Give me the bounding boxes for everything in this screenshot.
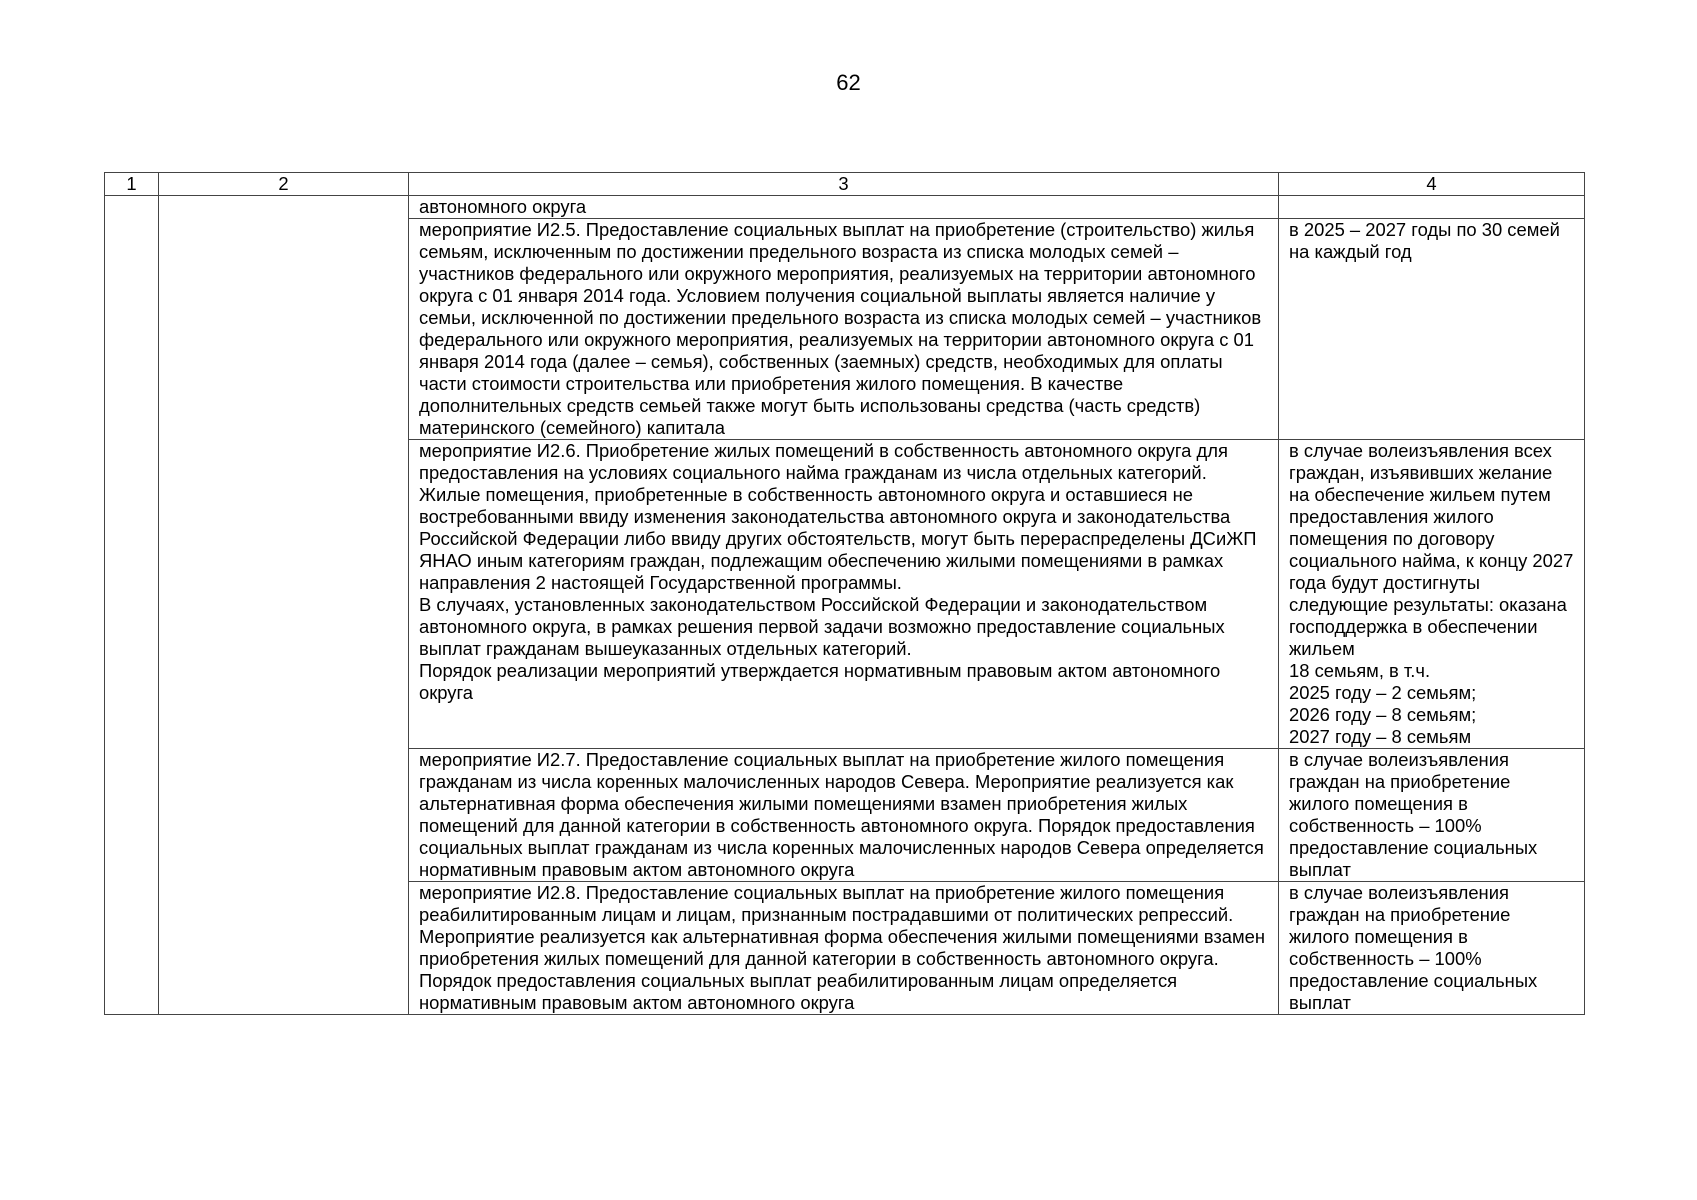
measure-result-cell — [1279, 749, 1585, 882]
measure-result-cell — [1279, 440, 1585, 749]
table-row — [105, 749, 1585, 882]
measure-text: мероприятие И2.8. Предоставление социальных выплат на приобретение жилого помещения реабилитированным лицам и лицам, признанным пострадавшими от политических репрессий. Мероприятие реализуется как альтернативная форма обеспечения жилыми помещениями взамен приобретения жилых помещений для данной категории в собственность автономного округа. Порядок предоставления социальных выплат реабилитированным лицам определяется нормативным правовым актом автономного округа — [419, 882, 1266, 1013]
table-row — [105, 219, 1585, 440]
measure-description-cell — [409, 196, 1279, 219]
table-cell-empty — [105, 882, 159, 1015]
measure-text: В случаях, установленных законодательством Российской Федерации и законодательством автономного округа, в рамках решения первой задачи возможно предоставление социальных выплат гражданам вышеуказанных отдельных категорий. — [419, 594, 1225, 659]
table-cell-empty — [159, 219, 409, 440]
measures-table — [104, 172, 1585, 1015]
result-text: в случае волеизъявления граждан на приобретение жилого помещения в собственность – 100% предоставление социальных выплат — [1289, 882, 1538, 1013]
table-header-row — [105, 173, 1585, 196]
measure-result-cell — [1279, 196, 1585, 219]
result-text: 18 семьям, в т.ч. — [1289, 660, 1431, 681]
table-row — [105, 882, 1585, 1015]
table-cell-empty — [159, 440, 409, 749]
measure-result-cell — [1279, 882, 1585, 1015]
table-cell-empty — [159, 749, 409, 882]
measure-text: мероприятие И2.5. Предоставление социальных выплат на приобретение (строительство) жилья семьям, исключенным по достижении предельного возраста из списка молодых семей – участников федерального или окружного мероприятия, реализуемых на территории автономного округа с 01 января 2014 года. Условием получения социальной выплаты является наличие у семьи, исключенной по достижении предельного возраста из списка молодых семей – участников федерального или окружного мероприятия, реализуемых на территории автономного округа с 01 января 2014 года (далее – семья), собственных (заемных) средств, необходимых для оплаты части стоимости строительства или приобретения жилого помещения. В качестве дополнительных средств семьей также могут быть использованы средства (часть средств) материнского (семейного) капитала — [419, 219, 1262, 438]
measure-description-cell — [409, 440, 1279, 749]
table-cell-empty — [105, 440, 159, 749]
measure-text: автономного округа — [419, 196, 587, 217]
measure-description-cell — [409, 219, 1279, 440]
result-text: 2026 году – 8 семьям; — [1289, 704, 1477, 725]
result-text: 2027 году – 8 семьям — [1289, 726, 1472, 747]
result-text: в 2025 – 2027 годы по 30 семей на каждый год — [1289, 219, 1560, 262]
table-row — [105, 440, 1585, 749]
table-cell-empty — [105, 219, 159, 440]
measure-description-cell — [409, 882, 1279, 1015]
measure-description-cell — [409, 749, 1279, 882]
column-header: 1 — [105, 173, 159, 196]
column-header: 2 — [159, 173, 409, 196]
table-cell-empty — [159, 882, 409, 1015]
result-text: 2025 году – 2 семьям; — [1289, 682, 1477, 703]
measure-text: Порядок реализации мероприятий утверждается нормативным правовым актом автономного округа — [419, 660, 1221, 703]
result-text: в случае волеизъявления граждан на приобретение жилого помещения в собственность – 100% предоставление социальных выплат — [1289, 749, 1538, 880]
column-header: 4 — [1279, 173, 1585, 196]
measure-text: мероприятие И2.7. Предоставление социальных выплат на приобретение жилого помещения гражданам из числа коренных малочисленных народов Севера. Мероприятие реализуется как альтернативная форма обеспечения жилыми помещениями взамен приобретения жилых помещений для данной категории в собственность автономного округа. Порядок предоставления социальных выплат гражданам из числа коренных малочисленных народов Севера определяется нормативным правовым актом автономного округа — [419, 749, 1264, 880]
table-cell-empty — [105, 749, 159, 882]
table-cell-empty — [105, 196, 159, 219]
page-number: 62 — [836, 70, 861, 95]
table-row — [105, 196, 1585, 219]
result-text: в случае волеизъявления всех граждан, изъявивших желание на обеспечение жильем путем предоставления жилого помещения по договору социального найма, к концу 2027 года будут достигнуты следующие результаты: оказана господдержка в обеспечении жильем — [1289, 440, 1574, 659]
column-header: 3 — [409, 173, 1279, 196]
measure-text: мероприятие И2.6. Приобретение жилых помещений в собственность автономного округа для предоставления на условиях социального найма гражданам из числа отдельных категорий. Жилые помещения, приобретенные в собственность автономного округа и оставшиеся не востребованными ввиду изменения законодательства автономного округа и законодательства Российской Федерации либо ввиду других обстоятельств, могут быть перераспределены ДСиЖП ЯНАО иным категориям граждан, подлежащим обеспечению жилыми помещениями в рамках направления 2 настоящей Государственной программы. — [419, 440, 1257, 593]
measure-result-cell — [1279, 219, 1585, 440]
table-cell-empty — [159, 196, 409, 219]
